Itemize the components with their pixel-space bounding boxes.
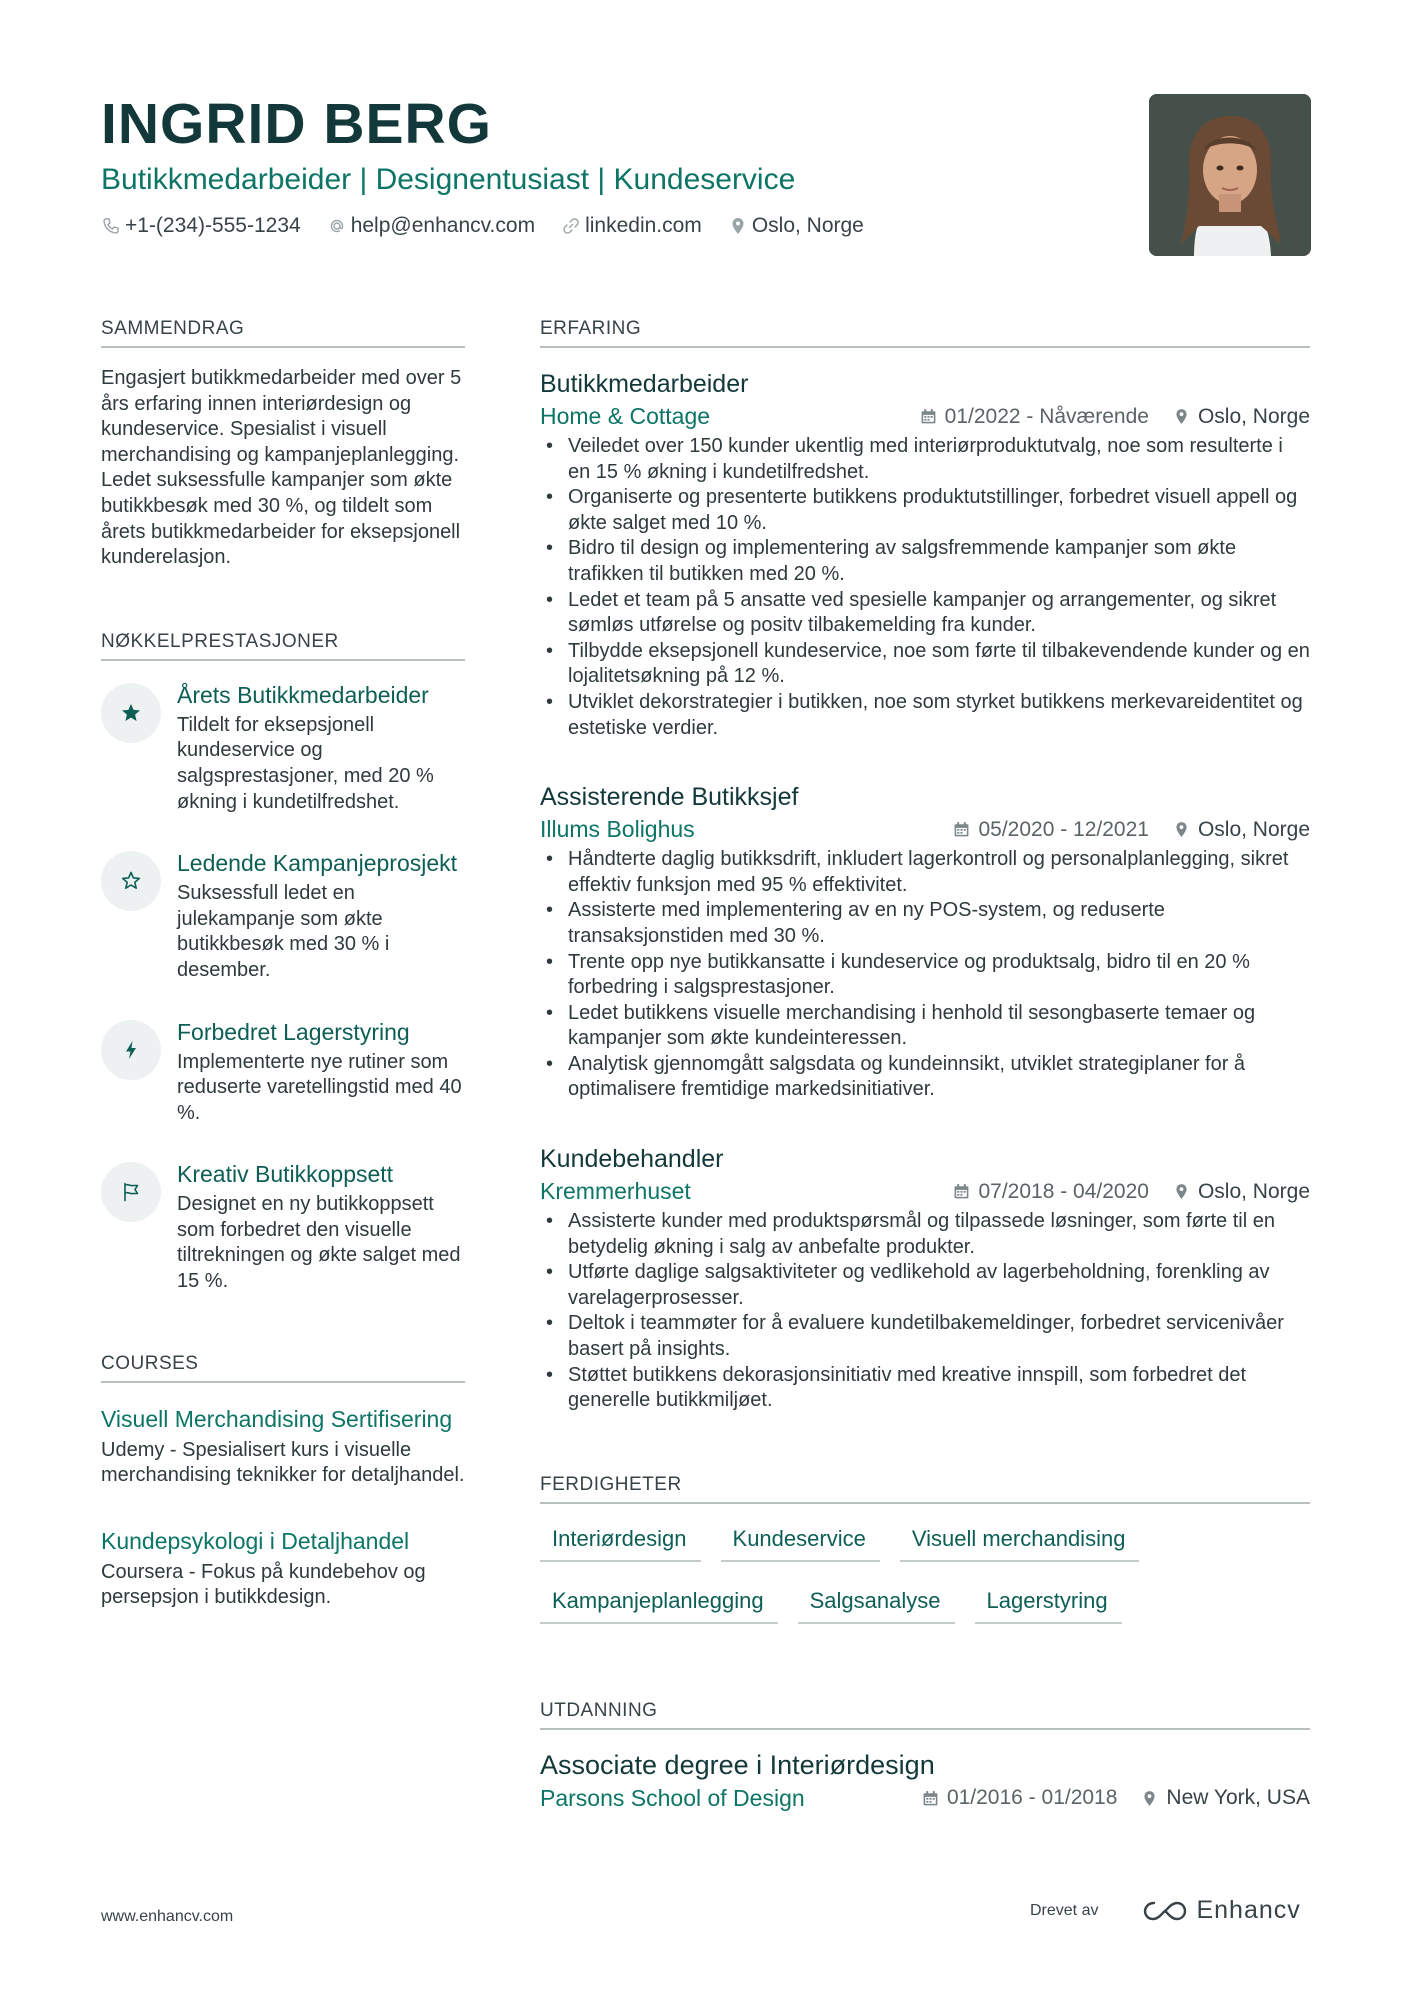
linkedin-text: linkedin.com — [585, 214, 702, 237]
education-date: 01/2016 - 01/2018 — [922, 1786, 1117, 1810]
achievement-item — [101, 849, 465, 983]
achievement-item — [101, 1018, 465, 1127]
achievement-title: Forbedret Lagerstyring — [177, 1018, 410, 1045]
bullet-item: • Assisterte kunder med produktspørsmål og tilpassede løsninger, som førte til en betydelig økning i salg av anbefalte produkter. — [540, 1209, 1310, 1260]
degree-title: Associate degree i Interiørdesign — [540, 1749, 935, 1780]
bullet-item: • Tilbydde eksepsjonell kundeservice, noe som førte til tilbakevendende kunder og en lojalitetsøkning på 12 %. — [540, 639, 1310, 690]
achievement-title: Årets Butikkmedarbeider — [177, 681, 429, 708]
job-date: 07/2018 - 04/2020 — [953, 1180, 1148, 1204]
course-item — [101, 1527, 465, 1611]
education-meta — [540, 1785, 1310, 1812]
job-title: Kundebehandler — [540, 1145, 724, 1174]
job-entry — [540, 1143, 1310, 1414]
course-title: Kundepsykologi i Detaljhandel — [101, 1527, 410, 1554]
achievement-item — [101, 1160, 465, 1294]
job-title: Assisterende Butikksjef — [540, 783, 799, 812]
course-desc: Coursera - Fokus på kundebehov og persepsjon i butikkdesign. — [101, 1560, 426, 1609]
achievement-title: Kreativ Butikkoppsett — [177, 1161, 394, 1188]
achievement-desc: Designet en ny butikkoppsett som forbedret den visuelle tiltrekningen og økte salget med 15 %. — [177, 1193, 461, 1293]
contact-row — [101, 214, 1311, 238]
skill-tag: Lagerstyring — [975, 1582, 1122, 1624]
contact-phone — [101, 214, 301, 238]
location-pin-icon — [1173, 821, 1190, 838]
course-item — [101, 1405, 465, 1489]
star-outline-icon — [101, 851, 161, 911]
school-name: Parsons School of Design — [540, 1784, 805, 1811]
education-heading: UTDANNING — [540, 1700, 1310, 1730]
achievement-title: Ledende Kampanjeprosjekt — [177, 850, 458, 877]
education-location: New York, USA — [1141, 1786, 1310, 1810]
bullet-item: • Utviklet dekorstrategier i butikken, noe som styrket butikkens merkevareidentitet og estetiske verdier. — [540, 690, 1310, 741]
contact-linkedin[interactable] — [561, 214, 702, 238]
job-date: 01/2022 - Nåværende — [920, 405, 1149, 429]
company-name: Illums Bolighus — [540, 816, 695, 843]
bullet-item: • Veiledet over 150 kunder ukentlig med interiørproduktutvalg, noe som resulterte i en 15 % økning i kundetilfredshet. — [540, 434, 1310, 485]
skills-list — [540, 1520, 1310, 1644]
flag-icon — [101, 1162, 161, 1222]
footer-branding — [1030, 1896, 1301, 1925]
achievement-item — [101, 681, 465, 815]
job-bullets — [540, 434, 1310, 741]
location-text: Oslo, Norge — [751, 214, 864, 237]
education-section — [540, 1700, 1310, 1812]
contact-location — [728, 214, 864, 238]
skills-section — [540, 1474, 1310, 1644]
job-entry — [540, 781, 1310, 1103]
location-pin-icon — [1173, 1183, 1190, 1200]
job-meta — [540, 816, 1310, 843]
achievement-desc: Tildelt for eksepsjonell kundeservice og salgsprestasjoner, med 20 % økning i kundetilfredshet. — [177, 713, 434, 813]
bullet-item: • Analytisk gjennomgått salgsdata og kundeinnsikt, utviklet strategiplaner for å optimalisere fremtidige markedsinitiativer. — [540, 1052, 1310, 1103]
footer-website[interactable]: www.enhancv.com — [101, 1908, 234, 1925]
company-name: Kremmerhuset — [540, 1178, 691, 1205]
bullet-item: • Assisterte med implementering av en ny POS-system, og reduserte transaksjonstiden med 30 %. — [540, 898, 1310, 949]
calendar-icon — [953, 821, 970, 838]
calendar-icon — [922, 1790, 939, 1807]
courses-section — [101, 1353, 465, 1611]
courses-heading: COURSES — [101, 1353, 465, 1383]
course-desc: Udemy - Spesialisert kurs i visuelle merchandising teknikker for detaljhandel. — [101, 1438, 465, 1487]
bullet-item: • Bidro til design og implementering av salgsfremmende kampanjer som økte trafikken til butikken med 20 %. — [540, 536, 1310, 587]
skill-tag: Kampanjeplanlegging — [540, 1582, 778, 1624]
skill-tag: Salgsanalyse — [798, 1582, 955, 1624]
experience-heading: ERFARING — [540, 318, 1310, 348]
achievements-section — [101, 631, 465, 1295]
bullet-item: • Organiserte og presenterte butikkens produktutstillinger, forbedret visuell appell og økte salget med 10 %. — [540, 485, 1310, 536]
lightning-bolt-icon — [101, 1020, 161, 1080]
skill-tag: Kundeservice — [721, 1520, 880, 1562]
email-text: help@enhancv.com — [350, 214, 536, 237]
summary-text: Engasjert butikkmedarbeider med over 5 års erfaring innen interiørdesign og kundeservice. Spesialist i visuell merchandising og kampanjeplanlegging. Ledet suksessfulle kampanjer som økte butikkbesøk med 30 %, og tildelt som årets butikkmedarbeider for eksepsjonell kunderelasjon. — [101, 367, 462, 569]
powered-by-text: Drevet av — [1030, 1901, 1099, 1919]
skill-tag: Interiørdesign — [540, 1520, 701, 1562]
job-entry — [540, 368, 1310, 741]
experience-section — [540, 318, 1310, 1414]
brand-name: Enhancv — [1196, 1896, 1301, 1924]
star-filled-icon — [101, 683, 161, 743]
calendar-icon — [920, 408, 937, 425]
bullet-item: • Trente opp nye butikkansatte i kundeservice og produktsalg, bidro til en 20 % forbedring i salgsprestasjoner. — [540, 950, 1310, 1001]
bullet-item: • Støttet butikkens dekorasjonsinitiativ med kreative innspill, som forbedret det generelle butikkmiljøet. — [540, 1363, 1310, 1414]
location-pin-icon — [728, 216, 748, 236]
skill-tag: Visuell merchandising — [900, 1520, 1140, 1562]
job-title: Butikkmedarbeider — [540, 370, 749, 398]
job-bullets — [540, 847, 1310, 1103]
bullet-item: • Deltok i teammøter for å evaluere kundetilbakemeldinger, forbedret servicenivåer basert på insights. — [540, 1311, 1310, 1362]
enhancv-logo-icon — [1142, 1899, 1188, 1923]
company-name: Home & Cottage — [540, 403, 711, 429]
resume-header — [101, 92, 1311, 262]
course-title: Visuell Merchandising Sertifisering — [101, 1405, 453, 1432]
job-location: Oslo, Norge — [1173, 818, 1310, 842]
calendar-icon — [953, 1183, 970, 1200]
achievement-desc: Implementerte nye rutiner som reduserte varetellingstid med 40 %. — [177, 1050, 462, 1124]
job-meta — [540, 1178, 1310, 1205]
bullet-item: • Utførte daglige salgsaktiviteter og vedlikehold av lagerbeholdning, forenkling av varelagerprosesser. — [540, 1260, 1310, 1311]
summary-heading: SAMMENDRAG — [101, 318, 465, 348]
skills-heading: FERDIGHETER — [540, 1474, 1310, 1504]
profile-photo — [1149, 94, 1311, 256]
right-column — [540, 318, 1310, 1812]
bullet-item: • Håndterte daglig butikksdrift, inkludert lagerkontroll og personalplanlegging, sikret effektiv funksjon med 95 % effektivitet. — [540, 847, 1310, 898]
candidate-name: INGRID BERG — [101, 92, 493, 156]
candidate-tagline: Butikkmedarbeider | Designentusiast | Kundeservice — [101, 163, 796, 196]
achievement-desc: Suksessfull ledet en julekampanje som økte butikkbesøk med 30 % i desember. — [177, 882, 390, 981]
location-pin-icon — [1173, 408, 1190, 425]
job-location: Oslo, Norge — [1173, 405, 1310, 429]
summary-section — [101, 318, 465, 571]
left-column — [101, 318, 465, 1611]
job-bullets — [540, 1209, 1310, 1414]
job-date: 05/2020 - 12/2021 — [953, 818, 1148, 842]
brand-logo[interactable] — [1142, 1896, 1300, 1925]
phone-text: +1-(234)-555-1234 — [125, 214, 301, 237]
job-location: Oslo, Norge — [1173, 1180, 1310, 1204]
achievements-heading: NØKKELPRESTASJONER — [101, 631, 465, 661]
job-meta — [540, 403, 1310, 430]
contact-email[interactable] — [327, 214, 535, 238]
bullet-item: • Ledet butikkens visuelle merchandising i henhold til sesongbaserte temaer og kampanjer som økte kundeinteressen. — [540, 1001, 1310, 1052]
phone-icon — [101, 216, 121, 236]
bullet-item: • Ledet et team på 5 ansatte ved spesielle kampanjer og arrangementer, og sikret sømløs utførelse og positv tilbakemelding fra kunder. — [540, 588, 1310, 639]
location-pin-icon — [1141, 1790, 1158, 1807]
link-icon — [561, 216, 581, 236]
at-icon — [327, 216, 347, 236]
